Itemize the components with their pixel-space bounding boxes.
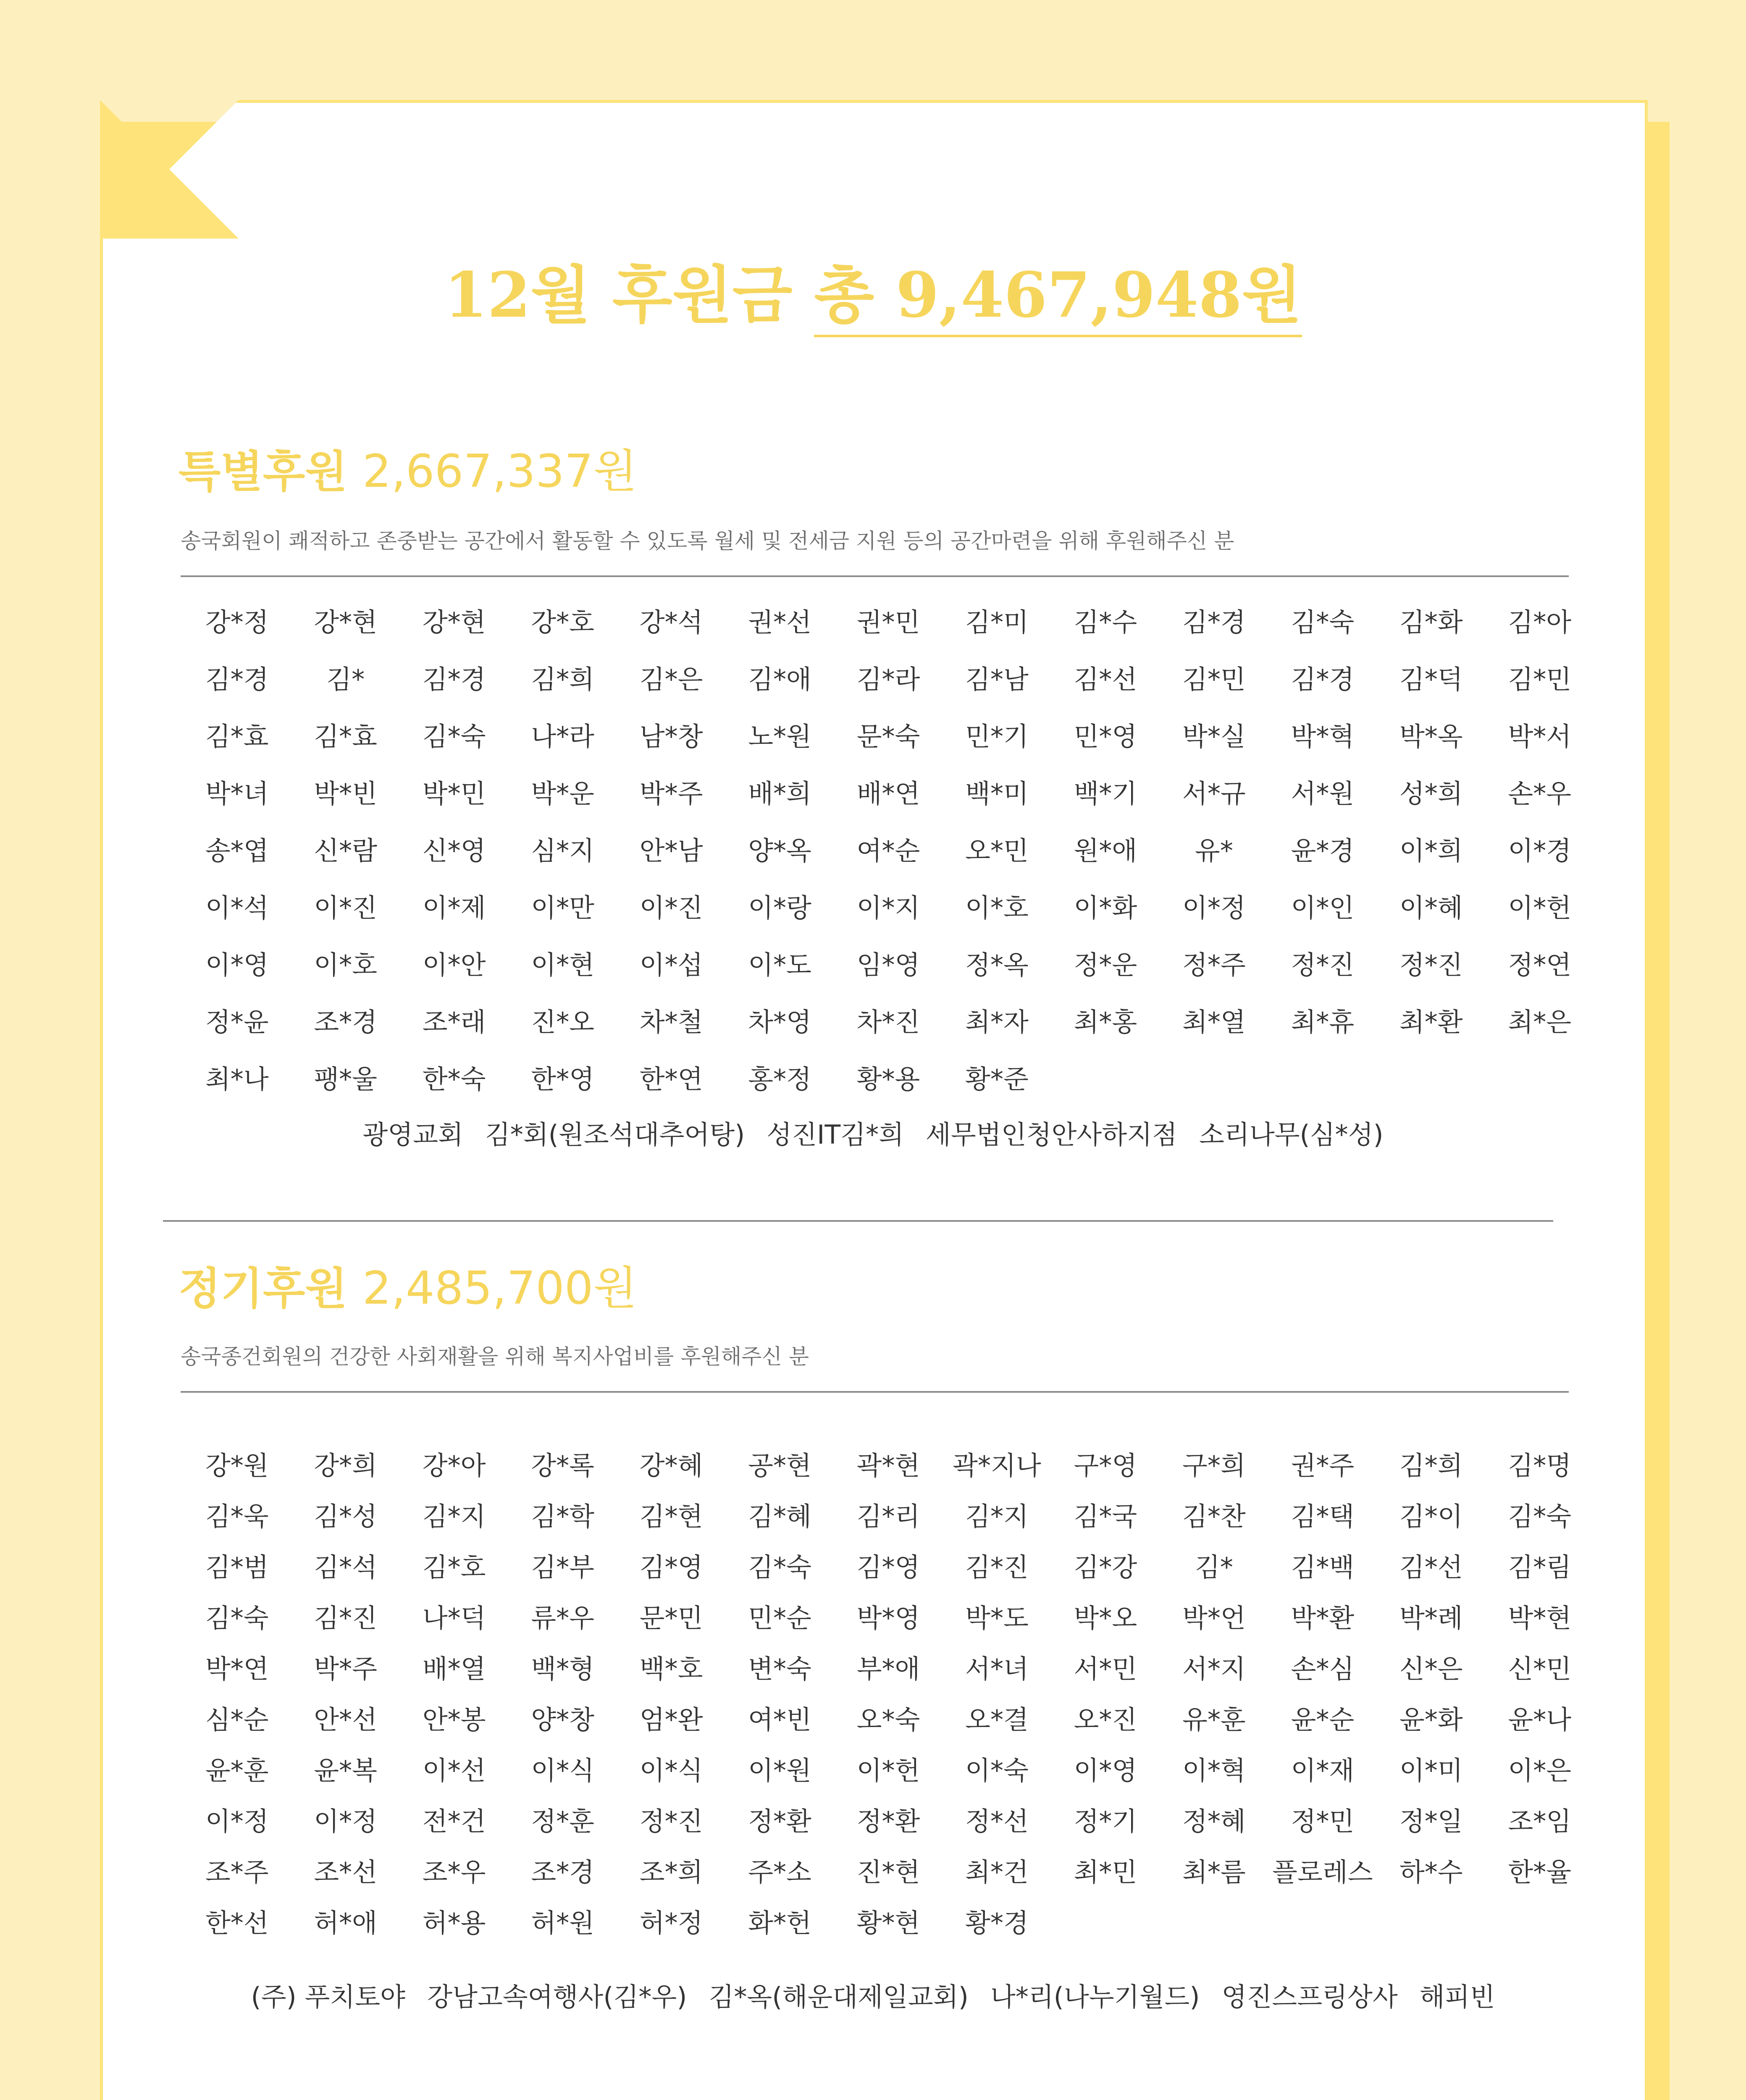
donor-name: 이*호: [314, 950, 378, 980]
donor-name: 김*선: [1074, 664, 1137, 695]
donor-name: 신*은: [1399, 1654, 1463, 1684]
donor-name: 김*부: [531, 1552, 594, 1583]
donor-name: 조*임: [1508, 1806, 1572, 1837]
donor-name: 임*영: [856, 950, 920, 980]
donor-organization: 김*회(원조석대추어탕): [485, 1119, 745, 1150]
donor-name: 김*경: [205, 664, 269, 695]
donor-name: 이*선: [422, 1755, 486, 1786]
donor-name: 성*희: [1399, 778, 1463, 809]
donor-name: 이*희: [1399, 835, 1463, 866]
donor-name: 이*랑: [748, 892, 811, 923]
donor-name: 손*심: [1291, 1654, 1355, 1684]
donor-organization: 세무법인청안사하지점: [926, 1119, 1177, 1150]
donor-organization: 나*리(나누기월드): [990, 1982, 1200, 2012]
donor-name: 이*정: [205, 1806, 269, 1837]
donor-name: 배*열: [422, 1654, 486, 1684]
donor-name: 한*율: [1508, 1857, 1572, 1887]
donor-name: 황*준: [965, 1064, 1029, 1095]
donor-name: 백*기: [1074, 778, 1137, 809]
special-amount: 2,667,337원: [362, 445, 637, 498]
donor-name: 김*민: [1508, 664, 1572, 695]
donor-name: 강*희: [314, 1450, 378, 1481]
donor-name: 공*현: [748, 1450, 811, 1481]
donor-name: 안*남: [639, 835, 703, 866]
special-org-list: [0, 1114, 1746, 1151]
donor-name: 안*봉: [422, 1704, 486, 1735]
donor-name: 최*열: [1182, 1007, 1246, 1037]
donor-name: 정*연: [1508, 950, 1572, 980]
donor-name: 김*미: [965, 607, 1029, 638]
donor-name: 권*민: [856, 607, 920, 638]
donor-organization: 성진IT김*희: [767, 1119, 904, 1150]
donor-name: 전*건: [422, 1806, 486, 1837]
donor-name: 허*애: [314, 1908, 378, 1938]
donor-name: 한*숙: [422, 1064, 486, 1095]
donor-name: 윤*복: [314, 1755, 378, 1786]
donor-name: 심*순: [205, 1704, 269, 1735]
donor-name: 백*형: [531, 1654, 594, 1684]
donor-name: 김*성: [314, 1501, 378, 1532]
donor-name: 박*녀: [205, 778, 269, 809]
special-section-title: [179, 435, 637, 500]
donor-name: 정*훈: [531, 1806, 594, 1837]
donor-name: 김*찬: [1182, 1501, 1246, 1532]
donor-name: 강*정: [205, 607, 269, 638]
donor-name: 이*은: [1508, 1755, 1572, 1786]
donor-name: 박*옥: [1399, 721, 1463, 752]
donor-name: 이*만: [531, 892, 594, 923]
title-total-amount: 총 9,467,948원: [814, 258, 1302, 337]
donor-name: 최*자: [965, 1007, 1029, 1037]
donor-name: 조*경: [531, 1857, 594, 1887]
donor-name: 플로레스: [1272, 1857, 1373, 1887]
donor-name: 김*은: [639, 664, 703, 695]
donor-name: 최*홍: [1074, 1007, 1137, 1037]
donor-name: 이*정: [1182, 892, 1246, 923]
donor-name: 오*결: [965, 1704, 1029, 1735]
donor-name: 박*민: [422, 778, 486, 809]
donor-name: 김*지: [422, 1501, 486, 1532]
donor-name: 노*원: [748, 721, 811, 752]
donor-name: 이*진: [314, 892, 378, 923]
donor-name: 이*혜: [1399, 892, 1463, 923]
regular-label: 정기후원: [179, 1263, 347, 1314]
donor-name: 윤*순: [1291, 1704, 1355, 1735]
donor-name: 민*영: [1074, 721, 1137, 752]
donor-name: 송*엽: [205, 835, 269, 866]
donor-name: 김*수: [1074, 607, 1137, 638]
donor-name: 김*선: [1399, 1552, 1463, 1583]
donor-name: 조*경: [314, 1007, 378, 1037]
donor-name: 조*주: [205, 1857, 269, 1887]
donor-name: 윤*훈: [205, 1755, 269, 1786]
donor-name: 정*운: [1074, 950, 1137, 980]
donor-name: 정*윤: [205, 1007, 269, 1037]
donor-name: 김*숙: [1291, 607, 1355, 638]
donor-name: 김*학: [531, 1501, 594, 1532]
donor-name: 박*환: [1291, 1603, 1355, 1633]
donor-name: 김*남: [965, 664, 1029, 695]
donor-name: 이*헌: [1508, 892, 1572, 923]
donor-name: 엄*완: [639, 1704, 703, 1735]
donor-name: 김*경: [1182, 607, 1246, 638]
donor-name: 윤*나: [1508, 1704, 1572, 1735]
donor-name: 강*록: [531, 1450, 594, 1481]
donor-name: 한*영: [531, 1064, 594, 1095]
donor-name: 최*은: [1508, 1007, 1572, 1037]
donor-organization: 광영교회: [362, 1119, 463, 1150]
donor-name: 신*영: [422, 835, 486, 866]
donor-name: 김*아: [1508, 607, 1572, 638]
donor-name: 진*오: [531, 1007, 594, 1037]
donor-name: 이*미: [1399, 1755, 1463, 1786]
special-description: 송국회원이 쾌적하고 존중받는 공간에서 활동할 수 있도록 월세 및 전세금 지원 등의 공간마련을 위해 후원해주신 분: [181, 529, 1234, 553]
regular-org-list: [0, 1976, 1746, 2013]
donor-name: 서*규: [1182, 778, 1246, 809]
donor-name: 김*범: [205, 1552, 269, 1583]
donor-name: 권*선: [748, 607, 811, 638]
donor-name: 조*선: [314, 1857, 378, 1887]
donor-name: 강*호: [531, 607, 594, 638]
donor-name: 최*민: [1074, 1857, 1137, 1887]
donor-name: 정*진: [1399, 950, 1463, 980]
donor-name: 이*섭: [639, 950, 703, 980]
donor-name: 김*경: [1291, 664, 1355, 695]
donor-name: 김*림: [1508, 1552, 1572, 1583]
donor-name: 김*강: [1074, 1552, 1137, 1583]
donor-name: 김*숙: [748, 1552, 811, 1583]
donor-name: 허*용: [422, 1908, 486, 1938]
donor-name: 구*영: [1074, 1450, 1137, 1481]
donor-name: 박*실: [1182, 721, 1246, 752]
donor-name: 강*현: [314, 607, 378, 638]
donor-name: 김*국: [1074, 1501, 1137, 1532]
donor-organization: 해피빈: [1419, 1982, 1495, 2012]
donor-name: 정*선: [965, 1806, 1029, 1837]
donor-name: 김*애: [748, 664, 811, 695]
donor-name: 김*진: [965, 1552, 1029, 1583]
donor-name: 정*환: [748, 1806, 811, 1837]
donor-name: 변*숙: [748, 1654, 811, 1684]
regular-donor-grid: [183, 1445, 1594, 1953]
donor-name: 서*지: [1182, 1654, 1246, 1684]
donor-name: 강*아: [422, 1450, 486, 1481]
donor-name: 서*녀: [965, 1654, 1029, 1684]
donor-name: 신*민: [1508, 1654, 1572, 1684]
donor-name: 박*도: [965, 1603, 1029, 1633]
donor-name: 손*우: [1508, 778, 1572, 809]
donor-name: 차*영: [748, 1007, 811, 1037]
donor-name: 허*원: [531, 1908, 594, 1938]
donor-name: 주*소: [748, 1857, 811, 1887]
donor-name: 정*진: [1291, 950, 1355, 980]
donor-name: 나*라: [531, 721, 594, 752]
donor-name: 오*민: [965, 835, 1029, 866]
donor-name: 곽*지나: [953, 1450, 1041, 1481]
donor-name: 오*진: [1074, 1704, 1137, 1735]
donor-name: 이*혁: [1182, 1755, 1246, 1786]
donor-name: 최*환: [1399, 1007, 1463, 1037]
regular-amount: 2,485,700원: [362, 1262, 637, 1315]
donor-name: 심*지: [531, 835, 594, 866]
donor-name: 정*일: [1399, 1806, 1463, 1837]
donor-name: 김*택: [1291, 1501, 1355, 1532]
donor-name: 민*순: [748, 1603, 811, 1633]
donor-name: 최*건: [965, 1857, 1029, 1887]
donor-organization: 영진스프링상사: [1221, 1982, 1398, 2012]
donor-name: 남*창: [639, 721, 703, 752]
donor-name: 김*라: [856, 664, 920, 695]
donor-name: 박*혁: [1291, 721, 1355, 752]
donor-name: 류*우: [531, 1603, 594, 1633]
donor-name: 문*숙: [856, 721, 920, 752]
donor-name: 하*수: [1399, 1857, 1463, 1887]
regular-section-title: [179, 1252, 637, 1317]
donor-organization: 소리나무(심*성): [1199, 1119, 1384, 1150]
donor-name: 박*연: [205, 1654, 269, 1684]
donor-name: 박*운: [531, 778, 594, 809]
donor-name: 김*희: [531, 664, 594, 695]
donor-name: 박*주: [639, 778, 703, 809]
donor-name: 문*민: [639, 1603, 703, 1633]
donor-name: 김*혜: [748, 1501, 811, 1532]
donor-name: 이*호: [965, 892, 1029, 923]
special-label: 특별후원: [179, 446, 347, 497]
donor-name: 조*희: [639, 1857, 703, 1887]
donor-name: 백*호: [639, 1654, 703, 1684]
donor-name: 양*옥: [748, 835, 811, 866]
donor-name: 정*민: [1291, 1806, 1355, 1837]
donor-name: 이*석: [205, 892, 269, 923]
donor-name: 팽*울: [314, 1064, 378, 1095]
donor-name: 김*욱: [205, 1501, 269, 1532]
folded-corner: [100, 100, 239, 239]
donor-name: 신*람: [314, 835, 378, 866]
special-divider: [181, 575, 1569, 577]
donor-name: 정*환: [856, 1806, 920, 1837]
donor-name: 여*순: [856, 835, 920, 866]
donor-name: 황*경: [965, 1908, 1029, 1938]
donor-name: 최*휴: [1291, 1007, 1355, 1037]
donor-name: 김*호: [422, 1552, 486, 1583]
donor-name: 김*숙: [1508, 1501, 1572, 1532]
donor-name: 한*연: [639, 1064, 703, 1095]
donor-name: 김*덕: [1399, 664, 1463, 695]
donor-name: 이*영: [1074, 1755, 1137, 1786]
donor-name: 곽*현: [856, 1450, 920, 1481]
donor-name: 박*오: [1074, 1603, 1137, 1633]
donor-name: 이*진: [639, 892, 703, 923]
donor-name: 김*백: [1291, 1552, 1355, 1583]
donor-name: 이*정: [314, 1806, 378, 1837]
donor-organization: (주) 푸치토야: [251, 1982, 406, 2012]
donor-name: 이*도: [748, 950, 811, 980]
donor-name: 김*리: [856, 1501, 920, 1532]
donor-name: 최*름: [1182, 1857, 1246, 1887]
donor-name: 이*재: [1291, 1755, 1355, 1786]
donor-name: 김*효: [205, 721, 269, 752]
donor-name: 허*정: [639, 1908, 703, 1938]
donor-name: 박*영: [856, 1603, 920, 1633]
donor-name: 김*이: [1399, 1501, 1463, 1532]
donor-name: 이*식: [531, 1755, 594, 1786]
donor-name: 안*선: [314, 1704, 378, 1735]
donor-name: 이*지: [856, 892, 920, 923]
donor-name: 김*영: [639, 1552, 703, 1583]
donor-name: 조*우: [422, 1857, 486, 1887]
donor-name: 김*화: [1399, 607, 1463, 638]
donor-name: 강*현: [422, 607, 486, 638]
donor-name: 정*기: [1074, 1806, 1137, 1837]
donor-name: 정*옥: [965, 950, 1029, 980]
donor-name: 김*희: [1399, 1450, 1463, 1481]
donor-name: 차*진: [856, 1007, 920, 1037]
donor-name: 이*영: [205, 950, 269, 980]
donor-name: 유*훈: [1182, 1704, 1246, 1735]
donor-name: 배*연: [856, 778, 920, 809]
donor-name: 박*서: [1508, 721, 1572, 752]
donor-name: 김*: [1195, 1552, 1233, 1583]
donor-name: 정*혜: [1182, 1806, 1246, 1837]
donor-name: 김*: [326, 664, 365, 695]
donor-name: 김*경: [422, 664, 486, 695]
donor-name: 박*례: [1399, 1603, 1463, 1633]
donor-name: 김*숙: [422, 721, 486, 752]
donor-name: 강*석: [639, 607, 703, 638]
section-divider: [163, 1220, 1553, 1222]
donor-name: 차*철: [639, 1007, 703, 1037]
donor-name: 김*명: [1508, 1450, 1572, 1481]
donor-name: 정*진: [639, 1806, 703, 1837]
donor-name: 나*덕: [422, 1603, 486, 1633]
donor-name: 구*희: [1182, 1450, 1246, 1481]
donor-name: 윤*경: [1291, 835, 1355, 866]
donor-name: 백*미: [965, 778, 1029, 809]
donor-name: 홍*정: [748, 1064, 811, 1095]
donor-name: 윤*화: [1399, 1704, 1463, 1735]
donor-name: 이*경: [1508, 835, 1572, 866]
donor-name: 권*주: [1291, 1450, 1355, 1481]
donor-name: 이*화: [1074, 892, 1137, 923]
donor-name: 강*원: [205, 1450, 269, 1481]
donor-name: 김*현: [639, 1501, 703, 1532]
donor-name: 박*현: [1508, 1603, 1572, 1633]
donor-name: 진*현: [856, 1857, 920, 1887]
donor-name: 이*안: [422, 950, 486, 980]
donor-name: 정*주: [1182, 950, 1246, 980]
donor-name: 김*진: [314, 1603, 378, 1633]
donor-name: 오*숙: [856, 1704, 920, 1735]
donor-name: 박*언: [1182, 1603, 1246, 1633]
donor-name: 박*주: [314, 1654, 378, 1684]
donor-name: 여*빈: [748, 1704, 811, 1735]
donor-name: 민*기: [965, 721, 1029, 752]
title-prefix: 12월 후원금: [444, 258, 814, 331]
regular-divider: [181, 1391, 1569, 1393]
donor-name: 부*애: [856, 1654, 920, 1684]
donor-name: 서*원: [1291, 778, 1355, 809]
donor-name: 한*선: [205, 1908, 269, 1938]
donor-name: 김*지: [965, 1501, 1029, 1532]
donor-name: 이*식: [639, 1755, 703, 1786]
donor-name: 원*애: [1074, 835, 1137, 866]
donor-organization: 김*옥(해운대제일교회): [709, 1982, 969, 2012]
page-title: [0, 246, 1746, 335]
donor-name: 이*원: [748, 1755, 811, 1786]
donor-name: 이*현: [531, 950, 594, 980]
donor-name: 김*석: [314, 1552, 378, 1583]
donor-name: 화*헌: [748, 1908, 811, 1938]
donor-name: 이*제: [422, 892, 486, 923]
donor-name: 김*숙: [205, 1603, 269, 1633]
regular-description: 송국종건회원의 건강한 사회재활을 위해 복지사업비를 후원해주신 분: [181, 1344, 809, 1369]
donor-name: 김*효: [314, 721, 378, 752]
donor-name: 김*영: [856, 1552, 920, 1583]
donor-name: 조*래: [422, 1007, 486, 1037]
donor-name: 유*: [1195, 835, 1233, 866]
donor-name: 이*인: [1291, 892, 1355, 923]
special-donor-grid: [183, 601, 1594, 1116]
donor-name: 최*나: [205, 1064, 269, 1095]
donor-name: 이*숙: [965, 1755, 1029, 1786]
donor-name: 서*민: [1074, 1654, 1137, 1684]
donor-name: 배*희: [748, 778, 811, 809]
donor-name: 양*창: [531, 1704, 594, 1735]
donor-name: 황*용: [856, 1064, 920, 1095]
donor-name: 이*헌: [856, 1755, 920, 1786]
donor-name: 김*민: [1182, 664, 1246, 695]
donor-organization: 강남고속여행사(김*우): [427, 1982, 687, 2012]
donor-name: 박*빈: [314, 778, 378, 809]
donor-name: 황*현: [856, 1908, 920, 1938]
donor-name: 강*혜: [639, 1450, 703, 1481]
